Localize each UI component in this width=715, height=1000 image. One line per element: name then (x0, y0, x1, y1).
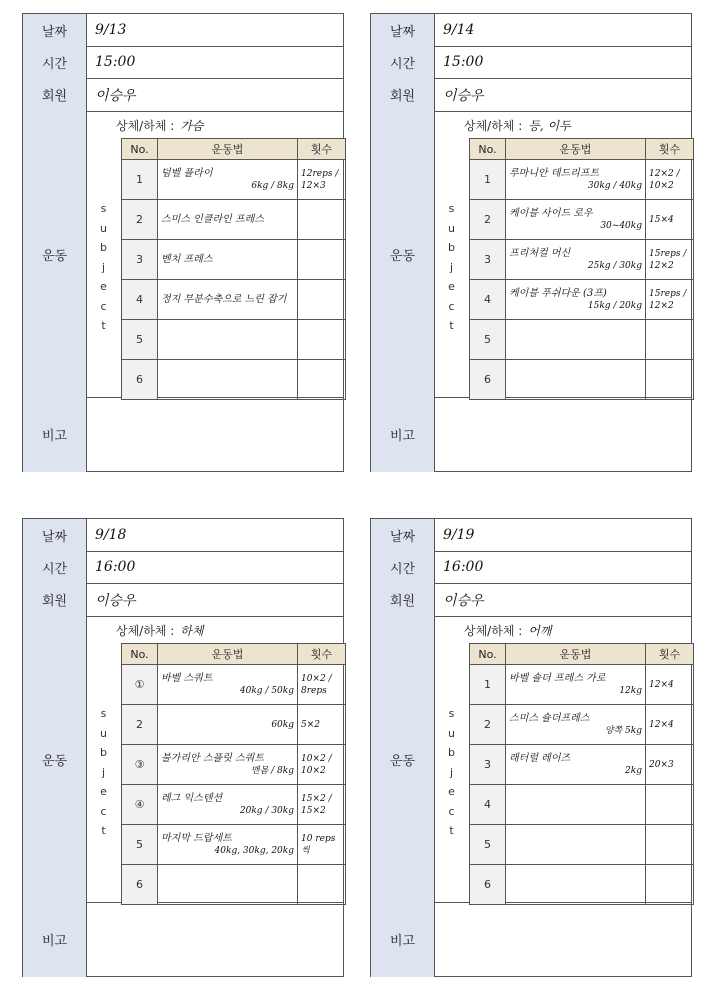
member-value: 이승우 (95, 87, 136, 104)
time-label: 시간 (371, 46, 435, 78)
reps-cell: 10×2 / 8reps (298, 665, 346, 705)
row-number: 4 (470, 785, 506, 825)
table-row (470, 865, 694, 905)
reps-cell (298, 360, 346, 400)
reps-cell: 12reps / 12×3 (298, 160, 346, 200)
exercise-table (121, 643, 346, 905)
subject-letter: u (448, 726, 455, 740)
time-value: 15:00 (443, 54, 484, 70)
subject-letter: u (100, 726, 107, 740)
row-number: 3 (470, 240, 506, 280)
exercise-name: 스미스 인클라인 프레스 (161, 213, 264, 225)
subject-letter: c (448, 804, 455, 818)
table-row (470, 785, 694, 825)
member-label: 회원 (23, 78, 87, 111)
table-row (122, 785, 346, 825)
exercise-cell (506, 825, 646, 865)
exercise-section (23, 111, 343, 398)
date-row (23, 519, 343, 552)
time-row (23, 551, 343, 584)
row-number: ④ (122, 785, 158, 825)
table-row (122, 825, 346, 865)
exercise-name: 바벨 스쿼트 (161, 672, 213, 684)
row-number: ③ (122, 745, 158, 785)
split-label: 상체/하체 : (116, 118, 175, 133)
note-label: 비고 (371, 397, 435, 472)
date-label: 날짜 (371, 519, 435, 551)
table-row (470, 160, 694, 200)
exercise-name: 래터럴 레이즈 (509, 752, 571, 764)
exercise-section (371, 616, 691, 903)
reps-cell (298, 280, 346, 320)
member-row (23, 583, 343, 617)
split-label: 상체/하체 : (464, 623, 523, 638)
workout-card (370, 518, 692, 977)
exercise-cell (506, 665, 646, 705)
exercise-cell (158, 360, 298, 400)
member-value: 이승우 (95, 592, 136, 609)
table-row (470, 360, 694, 400)
note-value (95, 397, 339, 472)
exercise-cell (158, 280, 298, 320)
exercise-weight: 30~40kg (600, 220, 642, 231)
row-number: 6 (122, 360, 158, 400)
date-value: 9/18 (95, 527, 127, 543)
row-number: 1 (470, 160, 506, 200)
date-value: 9/14 (443, 22, 475, 38)
exercise-cell (506, 360, 646, 400)
table-row (122, 160, 346, 200)
exercise-area (434, 111, 691, 397)
exercise-cell (158, 705, 298, 745)
date-value: 9/19 (443, 527, 475, 543)
exercise-name: 불가리안 스플릿 스쿼트 (161, 752, 264, 764)
split-line (464, 620, 551, 640)
subject-letter: j (449, 765, 454, 779)
split-value: 하체 (180, 623, 204, 638)
time-value: 15:00 (95, 54, 136, 70)
member-row (371, 78, 691, 112)
reps-cell: 12×2 / 10×2 (646, 160, 694, 200)
note-label: 비고 (371, 902, 435, 977)
split-line (116, 620, 203, 640)
subject-column (434, 643, 470, 902)
row-number: 6 (470, 865, 506, 905)
col-method-header: 운동법 (506, 644, 646, 665)
exercise-table (469, 643, 694, 905)
member-value: 이승우 (443, 592, 484, 609)
row-number: 5 (470, 320, 506, 360)
exercise-cell (158, 200, 298, 240)
reps-cell: 15×4 (646, 200, 694, 240)
exercise-name: 케이블 사이드 로우 (509, 207, 593, 219)
note-row (23, 397, 343, 472)
time-value: 16:00 (95, 559, 136, 575)
exercise-cell (506, 240, 646, 280)
member-row (23, 78, 343, 112)
table-row (122, 705, 346, 745)
col-reps-header: 횟수 (298, 644, 346, 665)
row-number: 1 (122, 160, 158, 200)
exercise-weight: 25kg / 30kg (587, 260, 642, 271)
split-label: 상체/하체 : (464, 118, 523, 133)
time-row (371, 46, 691, 79)
member-row (371, 583, 691, 617)
subject-letter: t (101, 824, 106, 838)
exercise-label: 운동 (23, 111, 87, 397)
exercise-weight: 20kg / 30kg (239, 805, 294, 816)
note-value (443, 902, 687, 977)
date-row (371, 519, 691, 552)
col-reps-header: 횟수 (646, 644, 694, 665)
reps-cell: 15reps / 12×2 (646, 240, 694, 280)
exercise-name: 덤벨 플라이 (161, 167, 213, 179)
row-number: 3 (470, 745, 506, 785)
exercise-label: 운동 (371, 111, 435, 397)
reps-cell (646, 865, 694, 905)
col-method-header: 운동법 (158, 139, 298, 160)
time-label: 시간 (23, 46, 87, 78)
col-reps-header: 횟수 (646, 139, 694, 160)
date-row (371, 14, 691, 47)
table-header (122, 644, 346, 665)
exercise-cell (506, 280, 646, 320)
exercise-cell (158, 665, 298, 705)
table-header (122, 139, 346, 160)
member-value: 이승우 (443, 87, 484, 104)
table-row (470, 665, 694, 705)
exercise-cell (158, 160, 298, 200)
time-row (371, 551, 691, 584)
col-no-header: No. (122, 644, 158, 665)
exercise-area (434, 616, 691, 902)
table-row (470, 200, 694, 240)
date-label: 날짜 (23, 14, 87, 46)
table-row (470, 705, 694, 745)
subject-letter: e (448, 785, 455, 799)
subject-letter: t (101, 319, 106, 333)
exercise-name: 바벨 숄더 프레스 가로 (509, 672, 606, 684)
split-line (464, 115, 571, 135)
row-number: 2 (122, 200, 158, 240)
exercise-weight: 12kg (619, 685, 642, 696)
table-row (122, 240, 346, 280)
col-method-header: 운동법 (506, 139, 646, 160)
exercise-cell (506, 705, 646, 745)
exercise-weight: 30kg / 40kg (587, 180, 642, 191)
row-number: 5 (122, 825, 158, 865)
reps-cell (646, 360, 694, 400)
subject-letter: s (448, 202, 455, 216)
note-label: 비고 (23, 397, 87, 472)
exercise-cell (158, 825, 298, 865)
workout-card (22, 13, 344, 472)
table-row (470, 745, 694, 785)
table-row (470, 240, 694, 280)
reps-cell (298, 240, 346, 280)
row-number: 2 (122, 705, 158, 745)
subject-letter: t (449, 319, 454, 333)
table-row (122, 360, 346, 400)
split-line (116, 115, 203, 135)
reps-cell: 10 reps씩 (298, 825, 346, 865)
reps-cell (298, 865, 346, 905)
subject-letter: s (100, 202, 107, 216)
date-row (23, 14, 343, 47)
table-row (122, 865, 346, 905)
exercise-weight: 40kg / 50kg (239, 685, 294, 696)
col-method-header: 운동법 (158, 644, 298, 665)
reps-cell: 10×2 / 10×2 (298, 745, 346, 785)
row-number: 5 (470, 825, 506, 865)
reps-cell: 20×3 (646, 745, 694, 785)
exercise-weight: 60kg (271, 719, 294, 730)
note-label: 비고 (23, 902, 87, 977)
exercise-weight: 양쪽 5kg (604, 725, 642, 736)
reps-cell (298, 320, 346, 360)
date-label: 날짜 (23, 519, 87, 551)
col-no-header: No. (470, 139, 506, 160)
row-number: 4 (122, 280, 158, 320)
exercise-area (86, 111, 343, 397)
exercise-cell (158, 745, 298, 785)
exercise-weight: 6kg / 8kg (251, 180, 294, 191)
row-number: 5 (122, 320, 158, 360)
table-header (470, 644, 694, 665)
workout-card (370, 13, 692, 472)
reps-cell (646, 825, 694, 865)
exercise-cell (506, 865, 646, 905)
reps-cell: 15×2 / 15×2 (298, 785, 346, 825)
exercise-weight: 맨몸 / 8kg (250, 765, 294, 776)
time-value: 16:00 (443, 559, 484, 575)
exercise-cell (506, 200, 646, 240)
subject-column (86, 138, 122, 397)
exercise-label: 운동 (371, 616, 435, 902)
row-number: 1 (470, 665, 506, 705)
exercise-table (121, 138, 346, 400)
exercise-name: 정지 부분수축으로 느린 잡기 (161, 293, 287, 305)
exercise-weight: 2kg (625, 765, 642, 776)
table-row (122, 280, 346, 320)
exercise-cell (506, 785, 646, 825)
exercise-cell (158, 865, 298, 905)
exercise-table (469, 138, 694, 400)
col-no-header: No. (470, 644, 506, 665)
split-value: 등, 이두 (528, 118, 571, 133)
note-value (95, 902, 339, 977)
row-number: 6 (470, 360, 506, 400)
exercise-cell (506, 320, 646, 360)
exercise-name: 레그 익스텐션 (161, 792, 223, 804)
subject-letter: c (100, 804, 107, 818)
exercise-name: 스미스 숄더프레스 (509, 712, 590, 724)
exercise-cell (506, 745, 646, 785)
reps-cell (646, 785, 694, 825)
subject-letter: c (100, 299, 107, 313)
exercise-area (86, 616, 343, 902)
subject-letter: j (449, 260, 454, 274)
row-number: 2 (470, 705, 506, 745)
subject-letter: u (448, 221, 455, 235)
note-row (371, 397, 691, 472)
subject-letter: j (101, 765, 106, 779)
subject-letter: u (100, 221, 107, 235)
member-label: 회원 (371, 78, 435, 111)
exercise-cell (158, 320, 298, 360)
exercise-cell (158, 240, 298, 280)
exercise-label: 운동 (23, 616, 87, 902)
reps-cell: 12×4 (646, 705, 694, 745)
subject-letter: s (448, 707, 455, 721)
reps-cell (298, 200, 346, 240)
table-row (122, 745, 346, 785)
row-number: 3 (122, 240, 158, 280)
reps-cell: 12×4 (646, 665, 694, 705)
row-number: 2 (470, 200, 506, 240)
subject-column (86, 643, 122, 902)
subject-letter: e (100, 785, 107, 799)
subject-letter: b (448, 241, 455, 255)
date-value: 9/13 (95, 22, 127, 38)
split-label: 상체/하체 : (116, 623, 175, 638)
reps-cell: 15reps / 12×2 (646, 280, 694, 320)
exercise-weight: 15kg / 20kg (587, 300, 642, 311)
date-label: 날짜 (371, 14, 435, 46)
subject-letter: e (448, 280, 455, 294)
exercise-section (371, 111, 691, 398)
table-header (470, 139, 694, 160)
exercise-name: 프리처컬 머신 (509, 247, 571, 259)
col-reps-header: 횟수 (298, 139, 346, 160)
row-number: ① (122, 665, 158, 705)
row-number: 4 (470, 280, 506, 320)
member-label: 회원 (23, 583, 87, 616)
subject-letter: b (100, 746, 107, 760)
time-row (23, 46, 343, 79)
exercise-section (23, 616, 343, 903)
subject-letter: s (100, 707, 107, 721)
table-row (470, 825, 694, 865)
time-label: 시간 (371, 551, 435, 583)
table-row (470, 280, 694, 320)
subject-letter: j (101, 260, 106, 274)
note-row (23, 902, 343, 977)
reps-cell (646, 320, 694, 360)
subject-letter: t (449, 824, 454, 838)
subject-letter: e (100, 280, 107, 294)
exercise-name: 벤치 프레스 (161, 253, 213, 265)
row-number: 6 (122, 865, 158, 905)
subject-column (434, 138, 470, 397)
split-value: 가슴 (180, 118, 204, 133)
exercise-cell (158, 785, 298, 825)
exercise-name: 루마니안 데드리프트 (509, 167, 600, 179)
subject-letter: b (100, 241, 107, 255)
exercise-name: 케이블 푸쉬다운 (3프) (509, 287, 607, 299)
exercise-weight: 40kg, 30kg, 20kg (214, 845, 294, 856)
table-row (122, 320, 346, 360)
subject-letter: c (448, 299, 455, 313)
reps-cell: 5×2 (298, 705, 346, 745)
workout-card (22, 518, 344, 977)
table-row (122, 200, 346, 240)
col-no-header: No. (122, 139, 158, 160)
table-row (122, 665, 346, 705)
note-value (443, 397, 687, 472)
table-row (470, 320, 694, 360)
member-label: 회원 (371, 583, 435, 616)
subject-letter: b (448, 746, 455, 760)
split-value: 어깨 (528, 623, 552, 638)
exercise-cell (506, 160, 646, 200)
note-row (371, 902, 691, 977)
exercise-name: 마지막 드랍세트 (161, 832, 232, 844)
time-label: 시간 (23, 551, 87, 583)
